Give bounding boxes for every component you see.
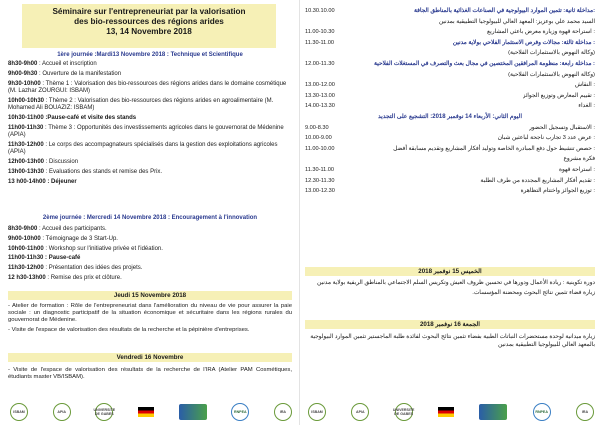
partner-logo: IRA [274,403,292,421]
schedule-row [8,179,292,186]
schedule-row [8,61,292,68]
schedule-text: : Ouverture de la manifestation [37,70,122,77]
schedule-row [8,275,292,282]
arabic-paragraph-item: زيارة ميدانية لوحدة مستحضرات النباتات الطبية بفضاء تثمين نتائج البحوث لفائدة طلبة الماجستير تثمين الموارد البيولوجية بالمعهد العالي للبيولوجيا التطبيقية بمدنين [310,334,595,348]
arabic-schedule-text: : تقييم المعارض وتوزيع الجوائز [522,92,595,99]
schedule-row [8,81,292,96]
arabic-paragraph-item: دورة تكوينية : ريادة الأعمال ودورها في تحسين ظروف العيش وتكريس السلم الاجتماعي بالمناطق الريفية بولاية مدنين [317,280,595,286]
schedule-text: : Accueil et inscription [37,61,97,67]
schedule-text: : Présentation des idées des projets. [43,265,143,272]
partner-logos-right [308,400,594,424]
title-line-2: des bio-ressources des régions arides [74,17,224,26]
arabic-schedule-time: 11.00-10.30 [305,29,335,36]
schedule-time: 9h00-10h00 [8,235,41,242]
day1-schedule [8,61,292,189]
arabic-schedule-text: : استراحة قهوة [558,166,595,173]
partner-logo: RNPEA [231,403,249,421]
arabic-schedule-time [305,154,349,165]
schedule-time: 11h30-12h00 [8,142,44,148]
friday-heading: Vendredi 16 Novembre [8,353,292,362]
arabic-friday-heading: الجمعة 16 نوفمبر 2018 [305,320,595,329]
arabic-schedule-row [305,70,595,81]
arabic-schedule-row [305,133,595,144]
partner-logo [479,404,507,420]
arabic-schedule-time [305,48,349,59]
schedule-text: : Témoignage de 3 Start-Up. [40,235,118,242]
fold-line [299,0,300,425]
arabic-schedule-time [305,70,349,81]
arabic-schedule-row [305,123,595,134]
arabic-schedule-row [305,154,595,165]
arabic-schedule-time: 10.00-9.00 [305,135,332,142]
arabic-schedule-row [305,144,595,155]
schedule-text: : Le corps des accompagnateurs spécialisés dans la gestion des exploitations agricoles (APIA) [8,142,278,156]
arabic-schedule-text: (وكالة النهوض بالاستثمارات الفلاحية) [508,71,595,78]
arabic-schedule-text: : توزيع الجوائز واختتام التظاهرة [520,188,595,195]
arabic-schedule-text: فكرة مشروع [563,156,595,163]
arabic-schedule-row [305,91,595,102]
schedule-text: : Thème 1 : Valorisation des bio-ressources des régions arides dans le domaine cosmétique (M. Lazhar ZOURGUI: ISBAM) [8,80,287,94]
schedule-time: 13 h00-14h00 [8,178,46,185]
partner-logo: APIA [351,403,369,421]
partner-logo: IRA [576,403,594,421]
arabic-schedule-time: 13.30-13.00 [305,92,335,99]
paragraph-item: - Visite de l'espace de valorisation des résultats de la recherche et la pépinière d'entreprises. [8,326,250,333]
arabic-schedule-text: : مداخلة رابعة: منظومة المرافقين المختصين في مجال بعث والتصرف في المستغلات الفلاحية [374,60,595,67]
arabic-schedule-row [305,6,595,17]
thursday-heading: Jeudi 15 Novembre 2018 [8,291,292,300]
arabic-schedule-time: 12.00-11.30 [305,60,335,67]
schedule-time: 9h00-9h30 [8,70,38,77]
day2-schedule [8,226,292,285]
schedule-text: : Remise des prix et clôture. [45,274,122,281]
schedule-text: : Evaluations des stands et remise des Prix. [44,169,163,175]
day1-heading: 1ère journée :Mardi13 Novembre 2018 : Technique et Scientifique [57,52,243,58]
arabic-thursday-items [305,280,595,299]
partner-logo: UNIVERSITE DE GABES [395,403,413,421]
arabic-schedule-time: 14.00-13.30 [305,103,335,110]
schedule-time: 12 h30-13h00 [8,274,46,281]
schedule-text: : Thème 2 : Valorisation des bio-ressources des régions arides en agroalimentaire (M. Mohamed Ali BOUAZIZ: ISBAM) [8,97,274,112]
title-dates: 13, 14 Novembre 2018 [106,27,192,36]
arabic-schedule-time: 11.30-11.00 [305,166,335,173]
arabic-schedule-time: 11.30-11.00 [305,39,335,46]
arabic-schedule-row [305,48,595,59]
schedule-row [8,115,292,122]
schedule-row [8,142,292,157]
arabic-schedule-text: : حصص تنشيط حول دفع المبادرة الخاصة وتوليد أفكار المشاريع وتقديم مسابقة أفضل [393,145,595,152]
arabic-schedule-text: السيد محمد علي بوعزيز: المعهد العالي للبيولوجيا التطبيقية بمدنين [438,18,595,25]
thursday-items [8,303,292,336]
schedule-row [8,169,292,176]
schedule-row [8,226,292,233]
arabic-schedule-row [305,80,595,91]
friday-items [8,367,292,383]
arabic-schedule-time [305,17,349,28]
schedule-row [8,159,292,166]
schedule-time: 10h00-10h30 [8,97,45,104]
schedule-text: : Thème 3 : Opportunités des investissements agricoles dans le gouvernorat de Médenine (APIA) [8,124,284,139]
arabic-schedule-time: 12.30-11.30 [305,177,335,184]
partner-logo: ISBAM [308,403,326,421]
arabic-schedule-text: (وكالة النهوض بالاستثمارات الفلاحية) [508,50,595,57]
arabic-schedule-row [305,59,595,70]
arabic-program [305,4,595,424]
partner-logo [138,407,154,417]
paragraph-item: - Visite de l'espace de valorisation des résultats de la recherche de l'IRA (Atelier PAM Cosmétiques, étudiants master VB/ISBAM). [8,367,292,381]
schedule-time: 10h30-11h00 [8,115,44,121]
arabic-schedule-text: : الغداء [578,103,595,110]
schedule-row [8,98,292,113]
schedule-row [8,71,292,78]
arabic-schedule-time: 11.00-10.00 [305,145,335,152]
day2-heading: 2ème journée : Mercredi 14 Novembre 2018 : Encouragement à l'innovation [42,215,258,221]
arabic-paragraph-item: زيارة فضاء تثمين نتائج البحوث ومحضنة المؤسسات. [472,289,595,296]
arabic-schedule-row [305,38,595,49]
schedule-text: : Discussion [44,159,79,166]
arabic-friday-items [305,334,595,351]
schedule-time: 11h00-11h30 [8,124,44,131]
schedule-text: : Accueil des participants. [37,226,107,232]
schedule-text: :Pause-café et visite des stands [43,115,137,121]
schedule-row [8,236,292,243]
schedule-time: 9h30-10h00 [8,80,41,87]
schedule-time: 8h30-9h00 [8,226,38,232]
arabic-schedule-row [305,186,595,197]
arabic-schedule-time: 9.00-8.30 [305,124,329,131]
arabic-schedule-text: :مداخلة ثانية: تثمين الموارد البيولوجية في الصناعات الغذائية بالمناطق الجافة [414,8,595,14]
partner-logo: UNIVERSITE DE GABES [95,403,113,421]
paragraph-item: - Atelier de formation : Rôle de l'entrepreneuriat dans l'amélioration du niveau de vie pour assurer la paie sociale : un diagnostic participatif de la situation économique et sécuritaire dans les régions rurales du gouvernorat de Médenine. [8,303,292,324]
partner-logo: RNPEA [533,403,551,421]
partner-logo [179,404,207,420]
arabic-schedule-row [305,27,595,38]
arabic-schedule-text: : تقديم أفكار المشاريع المجددة من طرف الطلبة [480,177,595,184]
schedule-row [8,265,292,272]
schedule-row [8,255,292,262]
french-program [8,4,292,424]
partner-logo: ISBAM [10,403,28,421]
arabic-thursday-heading: الخميس 15 نوفمبر 2018 [305,267,595,276]
title-line-1: Séminaire sur l'entrepreneuriat par la valorisation [52,7,246,16]
arabic-schedule-text: : استراحة قهوة وزيارة معرض باعثي المشاريع [487,29,595,36]
partner-logo [438,407,454,417]
arabic-schedule-time: 13.00-12.30 [305,188,335,195]
arabic-schedule-row [305,17,595,28]
arabic-schedule [305,6,595,197]
schedule-time: 13h00-13h30 [8,169,45,175]
schedule-time: 10h00-11h00 [8,245,44,252]
seminar-title-box [22,4,276,48]
schedule-row [8,125,292,140]
arabic-schedule-text: : مداخلة ثالثة: مجالات وفرص الاستثمار الفلاحي بولاية مدنين [452,39,595,46]
arabic-schedule-time: 13.00-12.00 [305,82,335,89]
arabic-schedule-text: : عرض عدد 3 تجارب ناجحة لباعثين شبان [497,135,595,142]
arabic-schedule-row [305,101,595,112]
arabic-day2-heading: اليوم الثاني: الأربعاء 14 نوفمبر 2018: التشجيع على التجديد [378,113,522,120]
schedule-text: : Déjeuner [45,178,77,185]
partner-logos-left [10,400,292,424]
schedule-row [8,246,292,253]
arabic-schedule-text: : النقاش [574,82,595,89]
schedule-time: 11h00-11h30 [8,255,44,262]
schedule-time: 11h30-12h00 [8,265,44,272]
arabic-schedule-time: 10.30.10.00 [305,8,335,14]
schedule-text: : Workshop sur l'initiative privée et l'idéation. [43,245,163,252]
arabic-schedule-text: : الاستقبال وتسجيل الحضور [528,124,595,131]
schedule-text: : Pause-café [43,255,81,262]
partner-logo: APIA [53,403,71,421]
arabic-schedule-row [305,176,595,187]
schedule-time: 8h30-9h00 [8,61,38,67]
schedule-time: 12h00-13h00 [8,159,45,166]
arabic-schedule-row [305,165,595,176]
